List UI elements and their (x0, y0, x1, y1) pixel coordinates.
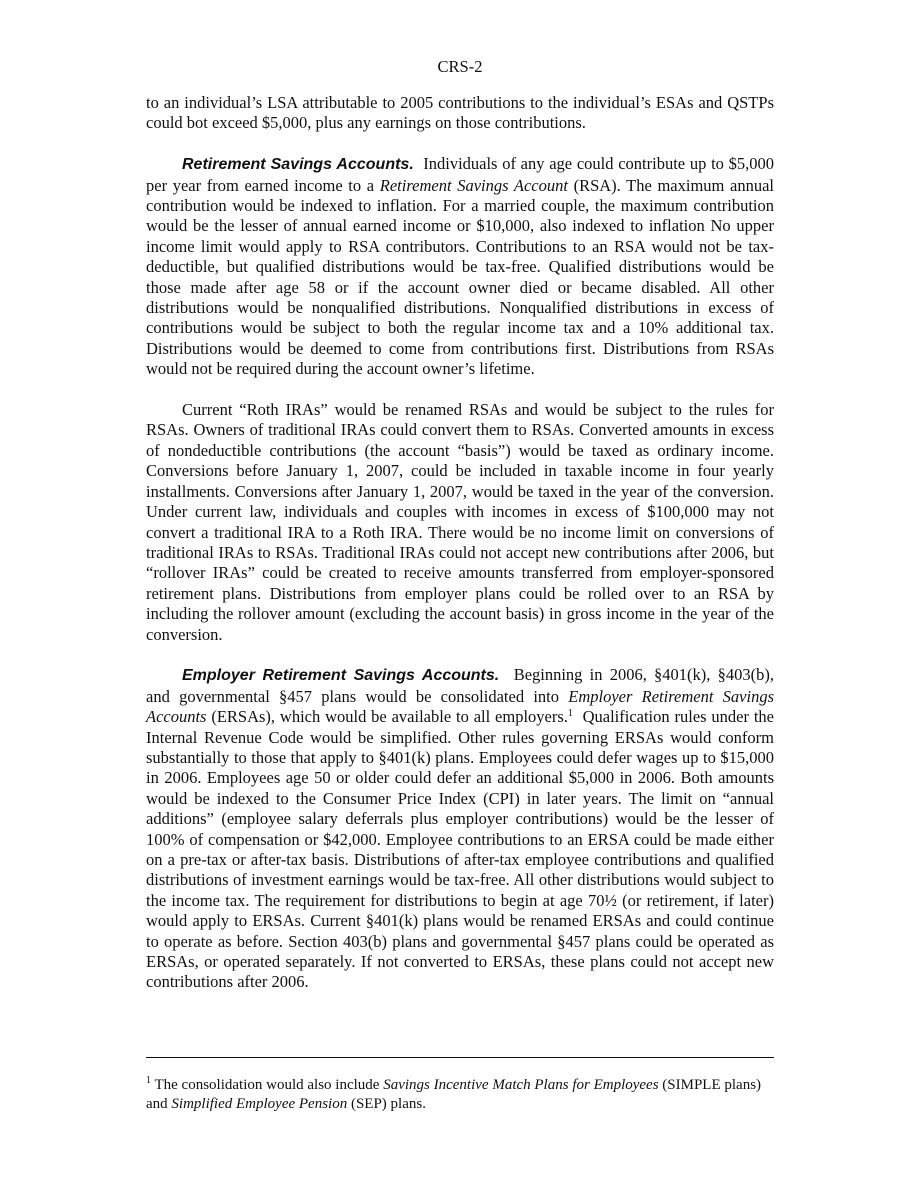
footnote-text: The consolidation would also include (154, 1077, 380, 1093)
paragraph-text: Individuals of any age could contribute up to $5,000 per year from earned income to a (146, 154, 775, 195)
footnote-text: (SEP) plans. (350, 1096, 426, 1112)
paragraph-text: to an individual’s LSA attributable to 2005 contributions to the individual’s ESAs and QSTPs could bot exceed $5,000, plus any earnings on those contributions. (146, 93, 774, 133)
section-heading-ersa: Employer Retirement Savings Accounts. (182, 667, 500, 685)
defined-term: Retirement Savings Account (379, 175, 568, 195)
footnote-term: Simplified Employee Pension (171, 1096, 348, 1112)
footnote-marker: 1 (146, 1075, 151, 1086)
footnote-separator (146, 1057, 774, 1058)
footnote-term: Savings Incentive Match Plans for Employees (383, 1077, 659, 1093)
footnote (146, 1076, 774, 1114)
section-heading-rsa: Retirement Savings Accounts. (182, 156, 414, 174)
page-number-label: CRS-2 (437, 57, 483, 76)
footnote-reference[interactable]: 1 (567, 708, 573, 720)
paragraph-text: (RSA). The maximum annual contribution would be indexed to inflation. For a married couple, the maximum contribution would be the lesser of annual earned income or $10,000, also indexed to inflation No upper income limit would apply to RSA contributors. Contributions to an RSA would not be tax-deductible, but qualified distributions would be tax-free. Qualified distributions would be those made after age 58 or if the account owner died or became disabled. All other distributions would be nonqualified distributions. Nonqualified distributions in excess of contributions would be subject to both the regular income tax and a 10% additional tax. Distributions would be deemed to come from contributions first. Distributions from RSAs would not be required during the account owner’s lifetime. (146, 175, 774, 379)
paragraph-employer-retirement-savings-accounts (146, 665, 774, 993)
paragraph-retirement-savings-accounts (146, 154, 774, 379)
document-body (146, 93, 774, 1013)
paragraph-text: (ERSAs), which would be available to all employers. (211, 707, 568, 727)
defined-term: Employer Retirement Savings Accounts (146, 686, 774, 727)
paragraph-text: Beginning in 2006, §401(k), §403(b), and governmental §457 plans would be consolidated into (146, 665, 775, 706)
footnote-text: (SIMPLE plans) and (146, 1077, 762, 1112)
paragraph-roth-ira-conversion (146, 400, 774, 645)
page-header (146, 57, 774, 77)
paragraph-continuation (146, 93, 774, 134)
paragraph-text: Qualification rules under the Internal Revenue Code would be simplified. Other rules governing ERSAs would conform substantially to those that apply to §401(k) plans. Employees could defer wages up to $15,000 in 2006. Employees age 50 or older could defer an additional $5,000 in 2006. Both amounts would be indexed to the Consumer Price Index (CPI) in later years. The limit on “annual additions” (employee salary deferrals plus employer contributions) would be the lesser of 100% of compensation or $42,000. Employee contributions to an ERSA could be made either on a pre-tax or after-tax basis. Distributions of after-tax employee contributions and qualified distributions of investment earnings would be tax-free. All other distributions would subject to the income tax. The requirement for distributions to begin at age 70½ (or retirement, if later) would apply to ERSAs. Current §401(k) plans would be renamed ERSAs and could continue to operate as before. Section 403(b) plans and governmental §457 plans could be operated as ERSAs, or operated separately. If not converted to ERSAs, these plans could not accept new contributions after 2006. (146, 707, 774, 992)
paragraph-text: Current “Roth IRAs” would be renamed RSAs and would be subject to the rules for RSAs. Owners of traditional IRAs could convert them to RSAs. Converted amounts in excess of nondeductible contributions (the account “basis”) would be taxed as ordinary income. Conversions before January 1, 2007, could be included in taxable income in four yearly installments. Conversions after January 1, 2007, would be taxed in the year of the conversion. Under current law, individuals and couples with incomes in excess of $100,000 may not convert a traditional IRA to a Roth IRA. There would be no income limit on conversions of traditional IRAs to RSAs. Traditional IRAs could not accept new contributions after 2006, but “rollover IRAs” could be created to receive amounts transferred from employer-sponsored retirement plans. Distributions from employer plans could be rolled over to an RSA by including the rollover amount (excluding the account basis) in gross income in the year of the conversion. (146, 400, 774, 644)
